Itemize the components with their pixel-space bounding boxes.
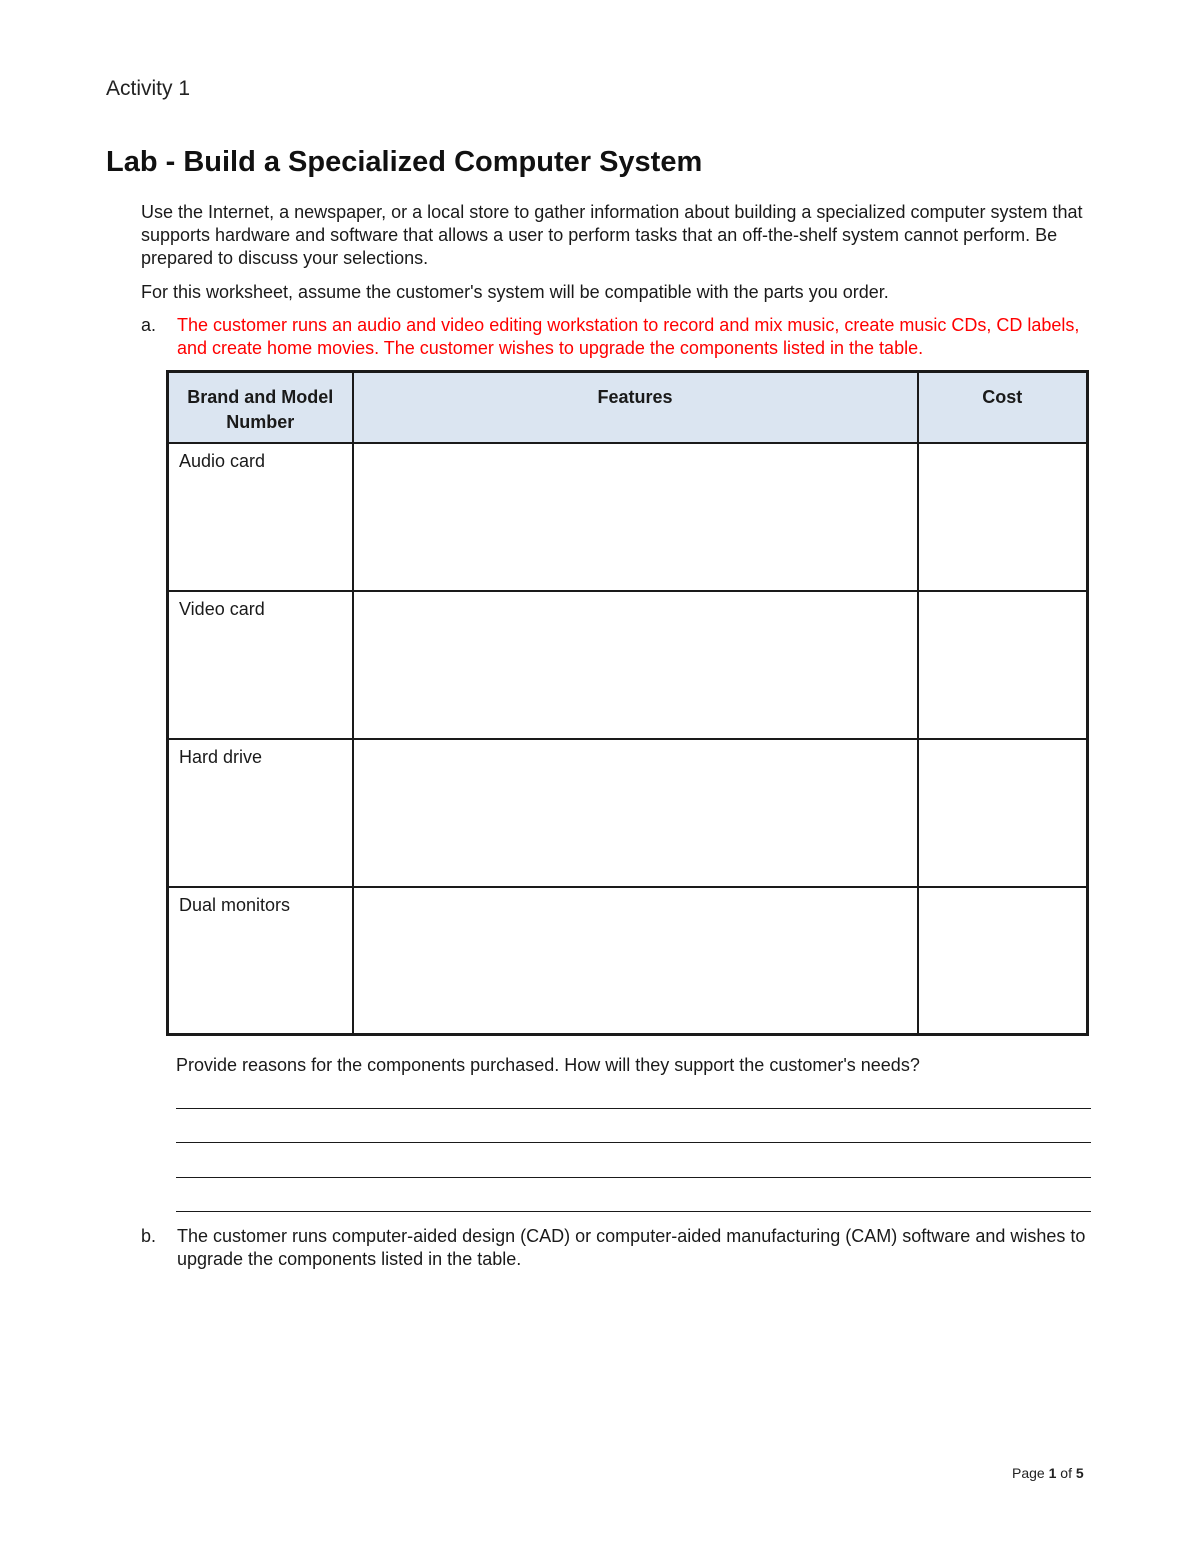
page-current: 1 bbox=[1048, 1465, 1057, 1481]
cost-cell[interactable] bbox=[918, 887, 1088, 1035]
table-row bbox=[168, 739, 1088, 887]
header-brand-model: Brand and Model Number bbox=[168, 372, 353, 443]
item-a-marker: a. bbox=[141, 315, 157, 335]
item-b-text: The customer runs computer-aided design (CAD) or computer-aided manufacturing (CAM) software and wishes to upgrade the components listed in the table. bbox=[177, 1226, 1086, 1269]
item-b-marker: b. bbox=[141, 1226, 157, 1246]
features-cell[interactable] bbox=[353, 739, 918, 887]
features-cell[interactable] bbox=[353, 591, 918, 739]
page-title: Lab - Build a Specialized Computer System bbox=[106, 146, 703, 178]
cost-cell[interactable] bbox=[918, 443, 1088, 591]
table-header-row bbox=[168, 372, 1088, 443]
table-row bbox=[168, 443, 1088, 591]
answer-line[interactable] bbox=[176, 1211, 1091, 1212]
components-table bbox=[166, 370, 1089, 1036]
page-of: of bbox=[1060, 1465, 1072, 1481]
page-prefix: Page bbox=[1012, 1465, 1045, 1481]
cost-cell[interactable] bbox=[918, 591, 1088, 739]
header-cost: Cost bbox=[918, 372, 1088, 443]
answer-line[interactable] bbox=[176, 1142, 1091, 1143]
answer-line[interactable] bbox=[176, 1108, 1091, 1109]
item-a-text: The customer runs an audio and video editing workstation to record and mix music, create music CDs, CD labels, and create home movies. The customer wishes to upgrade the components listed in the table. bbox=[177, 315, 1080, 358]
cost-cell[interactable] bbox=[918, 739, 1088, 887]
assumption-paragraph: For this worksheet, assume the customer's system will be compatible with the parts you order. bbox=[141, 282, 889, 302]
page-footer bbox=[1012, 1465, 1084, 1481]
component-cell: Video card bbox=[168, 591, 353, 739]
page-total: 5 bbox=[1075, 1465, 1084, 1481]
intro-paragraph: Use the Internet, a newspaper, or a local store to gather information about building a specialized computer system that supports hardware and software that allows a user to perform tasks that an off-the-shelf system cannot perform. Be prepared to discuss your selections. bbox=[141, 202, 1083, 268]
features-cell[interactable] bbox=[353, 887, 918, 1035]
features-cell[interactable] bbox=[353, 443, 918, 591]
component-cell: Audio card bbox=[168, 443, 353, 591]
answer-line[interactable] bbox=[176, 1177, 1091, 1178]
component-cell: Dual monitors bbox=[168, 887, 353, 1035]
activity-label: Activity 1 bbox=[106, 77, 191, 100]
component-cell: Hard drive bbox=[168, 739, 353, 887]
reasons-prompt: Provide reasons for the components purchased. How will they support the customer's needs? bbox=[176, 1055, 920, 1075]
table-row bbox=[168, 591, 1088, 739]
table-row bbox=[168, 887, 1088, 1035]
header-features: Features bbox=[353, 372, 918, 443]
